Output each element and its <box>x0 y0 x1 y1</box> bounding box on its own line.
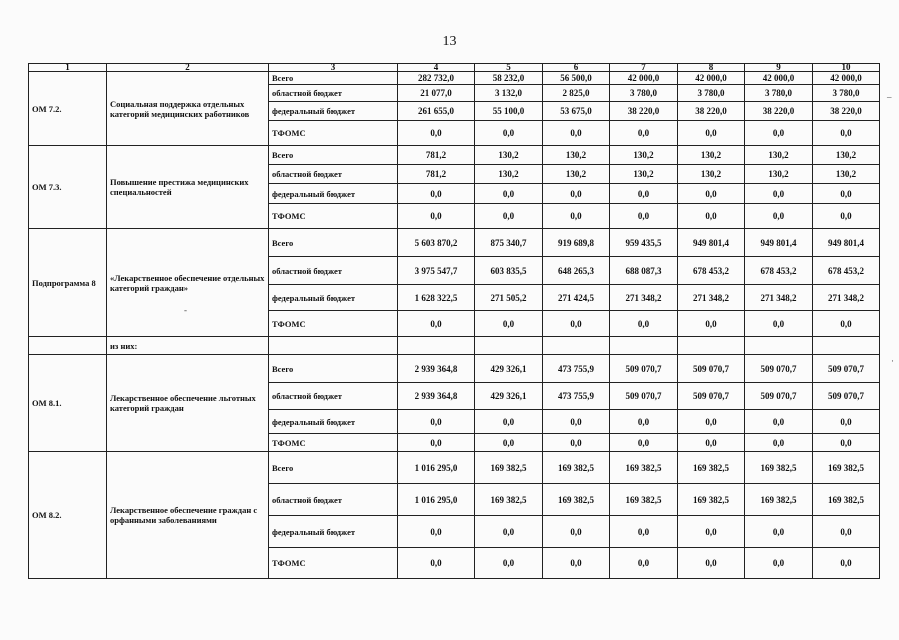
amount-cell: 509 070,7 <box>678 383 745 410</box>
row-name: Лекарственное обеспечение льготных категорий граждан <box>107 355 269 452</box>
amount-cell: 0,0 <box>678 434 745 452</box>
amount-cell: 0,0 <box>543 311 610 337</box>
note-empty-cell <box>269 337 398 355</box>
funding-source: областной бюджет <box>269 257 398 285</box>
note-empty-cell <box>543 337 610 355</box>
note-empty-cell <box>813 337 880 355</box>
amount-cell: 0,0 <box>543 434 610 452</box>
funding-source: ТФОМС <box>269 121 398 146</box>
row-code: ОМ 7.3. <box>29 146 107 229</box>
amount-cell: 271 348,2 <box>610 285 678 311</box>
note-row <box>29 337 880 355</box>
amount-cell: 0,0 <box>678 410 745 434</box>
amount-cell: 3 780,0 <box>678 85 745 102</box>
amount-cell: 509 070,7 <box>745 383 813 410</box>
funding-source: федеральный бюджет <box>269 184 398 204</box>
amount-cell: 0,0 <box>745 548 813 579</box>
amount-cell: 0,0 <box>610 204 678 229</box>
column-header: 6 <box>543 64 610 72</box>
amount-cell: 0,0 <box>610 121 678 146</box>
table-row <box>29 452 880 484</box>
amount-cell: 169 382,5 <box>745 484 813 516</box>
amount-cell: 38 220,0 <box>813 102 880 121</box>
table-row <box>29 355 880 383</box>
amount-cell: 0,0 <box>610 184 678 204</box>
funding-source: Всего <box>269 229 398 257</box>
amount-cell: 38 220,0 <box>745 102 813 121</box>
amount-cell: 56 500,0 <box>543 72 610 85</box>
amount-cell: 919 689,8 <box>543 229 610 257</box>
amount-cell: 169 382,5 <box>475 484 543 516</box>
amount-cell: 3 780,0 <box>813 85 880 102</box>
amount-cell: 429 326,1 <box>475 383 543 410</box>
amount-cell: 21 077,0 <box>398 85 475 102</box>
amount-cell: 0,0 <box>543 516 610 548</box>
funding-source: ТФОМС <box>269 311 398 337</box>
amount-cell: 0,0 <box>745 204 813 229</box>
amount-cell: 473 755,9 <box>543 383 610 410</box>
amount-cell: 949 801,4 <box>678 229 745 257</box>
amount-cell: 130,2 <box>610 146 678 165</box>
funding-source: ТФОМС <box>269 548 398 579</box>
funding-source: областной бюджет <box>269 85 398 102</box>
column-header: 4 <box>398 64 475 72</box>
amount-cell: 0,0 <box>475 434 543 452</box>
amount-cell: 169 382,5 <box>610 484 678 516</box>
amount-cell: 130,2 <box>543 146 610 165</box>
amount-cell: 0,0 <box>745 410 813 434</box>
note-empty-cell <box>610 337 678 355</box>
funding-source: областной бюджет <box>269 165 398 184</box>
amount-cell: 0,0 <box>813 121 880 146</box>
amount-cell: 688 087,3 <box>610 257 678 285</box>
amount-cell: 55 100,0 <box>475 102 543 121</box>
amount-cell: 0,0 <box>398 204 475 229</box>
amount-cell: 2 939 364,8 <box>398 355 475 383</box>
amount-cell: 5 603 870,2 <box>398 229 475 257</box>
column-header: 9 <box>745 64 813 72</box>
amount-cell: 130,2 <box>678 146 745 165</box>
amount-cell: 0,0 <box>475 121 543 146</box>
funding-source: областной бюджет <box>269 484 398 516</box>
amount-cell: 0,0 <box>813 548 880 579</box>
amount-cell: 781,2 <box>398 165 475 184</box>
note-empty-cell <box>745 337 813 355</box>
amount-cell: 282 732,0 <box>398 72 475 85</box>
amount-cell: 1 628 322,5 <box>398 285 475 311</box>
funding-source: ТФОМС <box>269 434 398 452</box>
amount-cell: 429 326,1 <box>475 355 543 383</box>
amount-cell: 130,2 <box>543 165 610 184</box>
column-header: 5 <box>475 64 543 72</box>
amount-cell: 271 348,2 <box>745 285 813 311</box>
column-header: 2 <box>107 64 269 72</box>
amount-cell: 0,0 <box>678 516 745 548</box>
amount-cell: 3 132,0 <box>475 85 543 102</box>
amount-cell: 53 675,0 <box>543 102 610 121</box>
amount-cell: 58 232,0 <box>475 72 543 85</box>
amount-cell: 130,2 <box>610 165 678 184</box>
amount-cell: 271 348,2 <box>813 285 880 311</box>
amount-cell: 509 070,7 <box>813 383 880 410</box>
amount-cell: 509 070,7 <box>745 355 813 383</box>
amount-cell: 169 382,5 <box>475 452 543 484</box>
amount-cell: 2 939 364,8 <box>398 383 475 410</box>
amount-cell: 0,0 <box>543 204 610 229</box>
funding-source: федеральный бюджет <box>269 516 398 548</box>
amount-cell: 130,2 <box>813 165 880 184</box>
amount-cell: 0,0 <box>678 121 745 146</box>
amount-cell: 473 755,9 <box>543 355 610 383</box>
amount-cell: 42 000,0 <box>678 72 745 85</box>
table-row <box>29 229 880 257</box>
funding-source: Всего <box>269 146 398 165</box>
funding-source: Всего <box>269 452 398 484</box>
amount-cell: 0,0 <box>610 311 678 337</box>
amount-cell: 169 382,5 <box>543 484 610 516</box>
funding-source: областной бюджет <box>269 383 398 410</box>
amount-cell: 0,0 <box>610 516 678 548</box>
amount-cell: 0,0 <box>813 204 880 229</box>
amount-cell: 781,2 <box>398 146 475 165</box>
amount-cell: 0,0 <box>543 548 610 579</box>
amount-cell: 3 780,0 <box>745 85 813 102</box>
amount-cell: 603 835,5 <box>475 257 543 285</box>
amount-cell: 0,0 <box>678 184 745 204</box>
amount-cell: 0,0 <box>475 311 543 337</box>
amount-cell: 169 382,5 <box>543 452 610 484</box>
amount-cell: 0,0 <box>678 311 745 337</box>
funding-source: федеральный бюджет <box>269 285 398 311</box>
funding-source: ТФОМС <box>269 204 398 229</box>
row-name: Лекарственное обеспечение граждан с орфанными заболеваниями <box>107 452 269 579</box>
amount-cell: 0,0 <box>610 548 678 579</box>
amount-cell: 0,0 <box>813 410 880 434</box>
amount-cell: 3 780,0 <box>610 85 678 102</box>
amount-cell: 169 382,5 <box>813 452 880 484</box>
amount-cell: 949 801,4 <box>813 229 880 257</box>
amount-cell: 169 382,5 <box>745 452 813 484</box>
amount-cell: 130,2 <box>475 165 543 184</box>
note-empty-cell <box>29 337 107 355</box>
amount-cell: 0,0 <box>813 516 880 548</box>
amount-cell: 0,0 <box>543 410 610 434</box>
note-empty-cell <box>475 337 543 355</box>
row-code: ОМ 8.2. <box>29 452 107 579</box>
amount-cell: 648 265,3 <box>543 257 610 285</box>
amount-cell: 0,0 <box>678 204 745 229</box>
amount-cell: 42 000,0 <box>813 72 880 85</box>
amount-cell: 0,0 <box>745 311 813 337</box>
column-header: 3 <box>269 64 398 72</box>
margin-mark: · <box>891 356 894 366</box>
amount-cell: 0,0 <box>745 434 813 452</box>
amount-cell: 0,0 <box>813 434 880 452</box>
margin-mark: - <box>184 305 187 315</box>
budget-table <box>28 63 880 579</box>
amount-cell: 0,0 <box>398 434 475 452</box>
amount-cell: 0,0 <box>678 548 745 579</box>
table-row <box>29 72 880 85</box>
amount-cell: 0,0 <box>475 548 543 579</box>
amount-cell: 959 435,5 <box>610 229 678 257</box>
amount-cell: 0,0 <box>610 410 678 434</box>
amount-cell: 0,0 <box>745 184 813 204</box>
column-header: 10 <box>813 64 880 72</box>
column-header: 1 <box>29 64 107 72</box>
amount-cell: 0,0 <box>398 410 475 434</box>
row-code: ОМ 8.1. <box>29 355 107 452</box>
note-text: из них: <box>107 337 269 355</box>
amount-cell: 0,0 <box>543 121 610 146</box>
amount-cell: 0,0 <box>398 311 475 337</box>
funding-source: федеральный бюджет <box>269 410 398 434</box>
amount-cell: 678 453,2 <box>678 257 745 285</box>
amount-cell: 0,0 <box>813 184 880 204</box>
amount-cell: 169 382,5 <box>610 452 678 484</box>
funding-source: федеральный бюджет <box>269 102 398 121</box>
amount-cell: 130,2 <box>678 165 745 184</box>
amount-cell: 0,0 <box>475 410 543 434</box>
amount-cell: 1 016 295,0 <box>398 452 475 484</box>
amount-cell: 42 000,0 <box>745 72 813 85</box>
table-row <box>29 146 880 165</box>
row-name: Социальная поддержка отдельных категорий медицинских работников <box>107 72 269 146</box>
row-name: Повышение престижа медицинских специальностей <box>107 146 269 229</box>
amount-cell: 0,0 <box>398 184 475 204</box>
amount-cell: 875 340,7 <box>475 229 543 257</box>
row-name: «Лекарственное обеспечение отдельных категорий граждан» <box>107 229 269 337</box>
amount-cell: 0,0 <box>398 548 475 579</box>
amount-cell: 2 825,0 <box>543 85 610 102</box>
amount-cell: 1 016 295,0 <box>398 484 475 516</box>
amount-cell: 130,2 <box>745 165 813 184</box>
amount-cell: 0,0 <box>745 516 813 548</box>
note-empty-cell <box>398 337 475 355</box>
header-row <box>29 64 880 72</box>
amount-cell: 261 655,0 <box>398 102 475 121</box>
amount-cell: 949 801,4 <box>745 229 813 257</box>
amount-cell: 509 070,7 <box>813 355 880 383</box>
margin-mark: – <box>887 92 892 102</box>
amount-cell: 0,0 <box>475 516 543 548</box>
amount-cell: 3 975 547,7 <box>398 257 475 285</box>
amount-cell: 678 453,2 <box>813 257 880 285</box>
amount-cell: 509 070,7 <box>610 383 678 410</box>
column-header: 7 <box>610 64 678 72</box>
amount-cell: 169 382,5 <box>678 484 745 516</box>
amount-cell: 0,0 <box>398 516 475 548</box>
column-header: 8 <box>678 64 745 72</box>
amount-cell: 130,2 <box>745 146 813 165</box>
amount-cell: 0,0 <box>475 184 543 204</box>
funding-source: Всего <box>269 72 398 85</box>
amount-cell: 0,0 <box>745 121 813 146</box>
funding-source: Всего <box>269 355 398 383</box>
amount-cell: 0,0 <box>610 434 678 452</box>
amount-cell: 0,0 <box>475 204 543 229</box>
note-empty-cell <box>678 337 745 355</box>
page-number: 13 <box>442 34 457 49</box>
amount-cell: 38 220,0 <box>610 102 678 121</box>
row-code: ОМ 7.2. <box>29 72 107 146</box>
amount-cell: 509 070,7 <box>610 355 678 383</box>
amount-cell: 169 382,5 <box>813 484 880 516</box>
amount-cell: 271 505,2 <box>475 285 543 311</box>
amount-cell: 130,2 <box>475 146 543 165</box>
amount-cell: 509 070,7 <box>678 355 745 383</box>
amount-cell: 130,2 <box>813 146 880 165</box>
amount-cell: 0,0 <box>543 184 610 204</box>
amount-cell: 271 348,2 <box>678 285 745 311</box>
amount-cell: 42 000,0 <box>610 72 678 85</box>
amount-cell: 38 220,0 <box>678 102 745 121</box>
amount-cell: 678 453,2 <box>745 257 813 285</box>
amount-cell: 0,0 <box>398 121 475 146</box>
amount-cell: 0,0 <box>813 311 880 337</box>
amount-cell: 169 382,5 <box>678 452 745 484</box>
amount-cell: 271 424,5 <box>543 285 610 311</box>
row-code: Подпрограмма 8 <box>29 229 107 337</box>
